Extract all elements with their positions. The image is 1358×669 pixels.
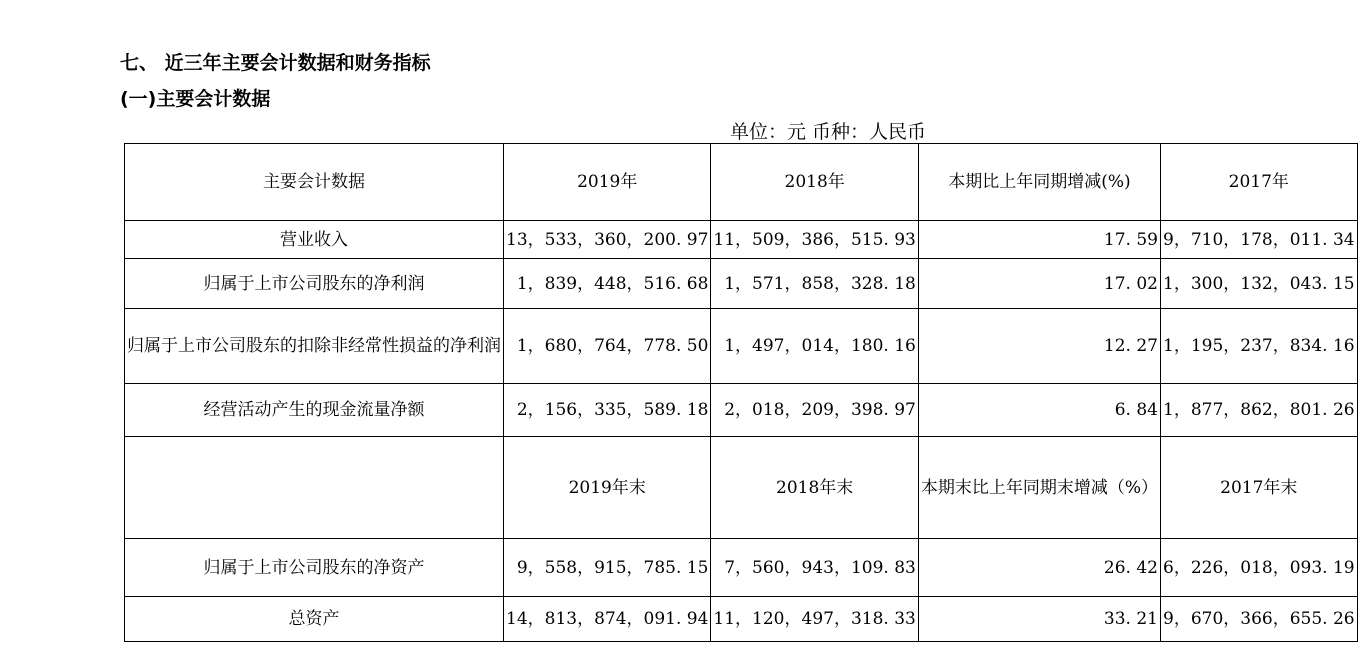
- cell-2019: 14，813，874，091. 94: [504, 597, 711, 642]
- table-row: [125, 597, 1358, 642]
- cell-2017: 9，670，366，655. 26: [1161, 597, 1358, 642]
- row-label: 归属于上市公司股东的净利润: [125, 259, 504, 309]
- column-header-2018-end: 2018年末: [711, 437, 918, 539]
- unit-currency-note: 单位：元 币种：人民币: [729, 121, 926, 143]
- table-header-row: [125, 144, 1358, 221]
- row-label: 总资产: [125, 597, 504, 642]
- table-row: [125, 384, 1358, 437]
- column-header-2017: 2017年: [1161, 144, 1358, 221]
- cell-change: 12. 27: [918, 309, 1160, 384]
- key-accounting-data-table: [124, 143, 1358, 642]
- cell-change: 26. 42: [918, 539, 1160, 597]
- sub-heading: (一)主要会计数据: [120, 88, 271, 110]
- cell-2019: 13，533，360，200. 97: [504, 221, 711, 259]
- column-header-2019: 2019年: [504, 144, 711, 221]
- column-header-2017-end: 2017年末: [1161, 437, 1358, 539]
- table-row: [125, 259, 1358, 309]
- cell-2019: 1，680，764，778. 50: [504, 309, 711, 384]
- row-label: 经营活动产生的现金流量净额: [125, 384, 504, 437]
- cell-change: 6. 84: [918, 384, 1160, 437]
- column-header-2018: 2018年: [711, 144, 918, 221]
- cell-change: 17. 02: [918, 259, 1160, 309]
- cell-2017: 6，226，018，093. 19: [1161, 539, 1358, 597]
- column-header-change: 本期比上年同期增减(%): [918, 144, 1160, 221]
- column-header-item: 主要会计数据: [125, 144, 504, 221]
- column-header-change-end: 本期末比上年同期末增减（%）: [918, 437, 1160, 539]
- cell-2019: 1，839，448，516. 68: [504, 259, 711, 309]
- cell-2017: 1，300，132，043. 15: [1161, 259, 1358, 309]
- row-label: 归属于上市公司股东的净资产: [125, 539, 504, 597]
- row-label: 营业收入: [125, 221, 504, 259]
- cell-change: 17. 59: [918, 221, 1160, 259]
- cell-2018: 1，571，858，328. 18: [711, 259, 918, 309]
- table-row: [125, 539, 1358, 597]
- cell-2018: 1，497，014，180. 16: [711, 309, 918, 384]
- section-heading: 七、 近三年主要会计数据和财务指标: [120, 52, 431, 74]
- cell-2017: 9，710，178，011. 34: [1161, 221, 1358, 259]
- cell-2019: 2，156，335，589. 18: [504, 384, 711, 437]
- table-header-row-period-end: [125, 437, 1358, 539]
- cell-2018: 2，018，209，398. 97: [711, 384, 918, 437]
- column-header-item-blank: [125, 437, 504, 539]
- cell-2017: 1，195，237，834. 16: [1161, 309, 1358, 384]
- column-header-2019-end: 2019年末: [504, 437, 711, 539]
- cell-2017: 1，877，862，801. 26: [1161, 384, 1358, 437]
- cell-2018: 11，120，497，318. 33: [711, 597, 918, 642]
- row-label: 归属于上市公司股东的扣除非经常性损益的净利润: [125, 309, 504, 384]
- cell-change: 33. 21: [918, 597, 1160, 642]
- cell-2018: 7，560，943，109. 83: [711, 539, 918, 597]
- table-row: [125, 309, 1358, 384]
- cell-2019: 9，558，915，785. 15: [504, 539, 711, 597]
- cell-2018: 11，509，386，515. 93: [711, 221, 918, 259]
- table-row: [125, 221, 1358, 259]
